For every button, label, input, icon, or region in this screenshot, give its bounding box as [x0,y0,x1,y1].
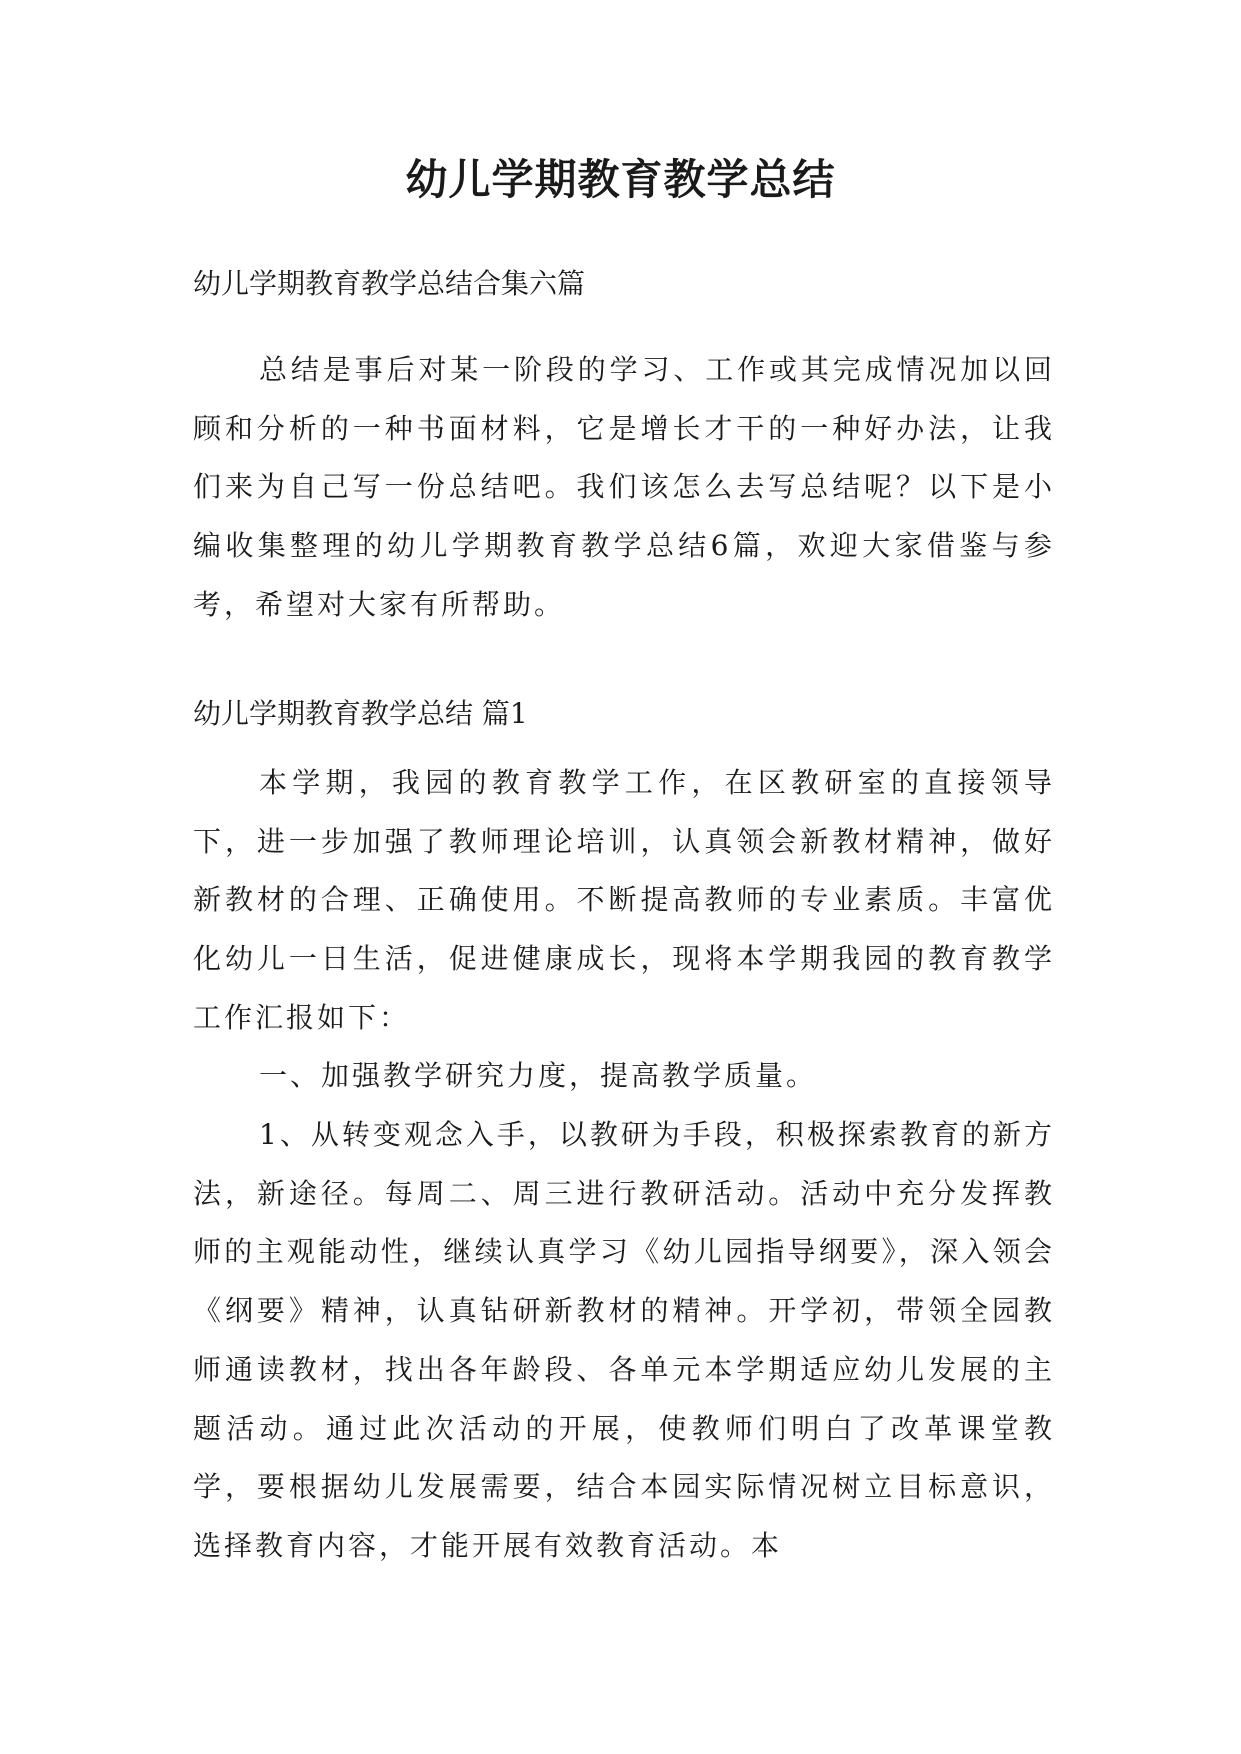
section-heading: 幼儿学期教育教学总结 篇1 [193,697,528,730]
body-paragraph-1: 本学期，我园的教育教学工作，在区教研室的直接领导下，进一步加强了教师理论培训，认真领会新教材精神，做好新教材的合理、正确使用。不断提高教师的专业素质。丰富优化幼儿一日生活，促进健康成长，现将本学期我园的教育教学工作汇报如下： [193,766,1055,1034]
document-subtitle: 幼儿学期教育教学总结合集六篇 [193,267,586,300]
document-title: 幼儿学期教育教学总结 [405,155,836,204]
body-paragraph-3: 1、从转变观念入手，以教研为手段，积极探索教育的新方法，新途径。每周二、周三进行教研活动。活动中充分发挥教师的主观能动性，继续认真学习《幼儿园指导纲要》，深入领会《纲要》精神，认真钻研新教材的精神。开学初，带领全园教师通读教材，找出各年龄段、各单元本学期适应幼儿发展的主题活动。通过此次活动的开展，使教师们明白了改革课堂教学，要根据幼儿发展需要，结合本园实际情况树立目标意识，选择教育内容，才能开展有效教育活动。本 [193,1118,1055,1562]
intro-paragraph: 总结是事后对某一阶段的学习、工作或其完成情况加以回顾和分析的一种书面材料，它是增长才干的一种好办法，让我们来为自己写一份总结吧。我们该怎么去写总结呢？以下是小编收集整理的幼儿学期教育教学总结6篇，欢迎大家借鉴与参考，希望对大家有所帮助。 [193,353,1055,621]
body-paragraph-2: 一、加强教学研究力度，提高教学质量。 [259,1059,818,1092]
